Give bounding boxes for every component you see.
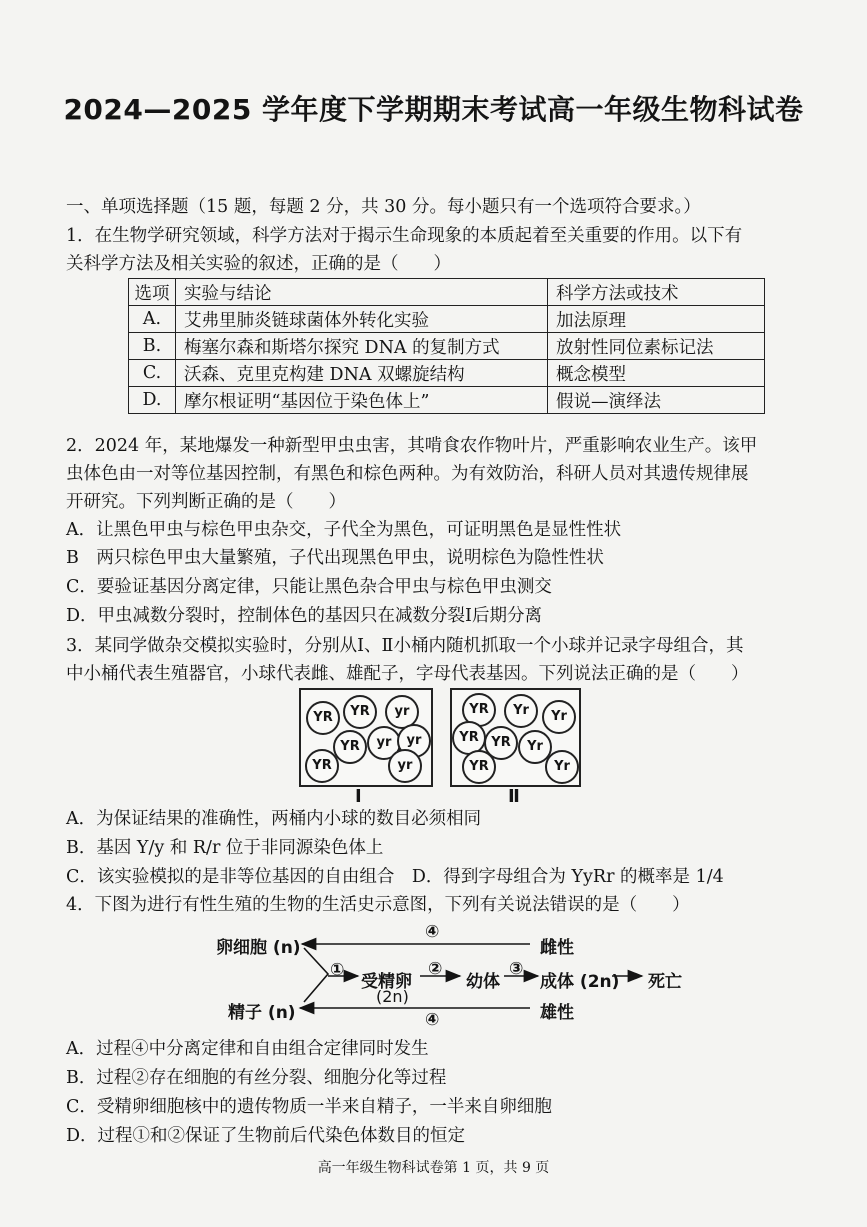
gamete-ball: Yr bbox=[545, 750, 579, 784]
step-4-marker-bottom: ④ bbox=[425, 1010, 440, 1030]
arrow-fertilization-path bbox=[304, 948, 328, 1002]
sperm-label: 精子 (n) bbox=[228, 1003, 296, 1023]
table-row bbox=[129, 306, 765, 333]
gamete-ball: YR bbox=[343, 695, 377, 729]
table-cell: B. bbox=[129, 333, 176, 360]
step-2-marker: ② bbox=[428, 959, 443, 979]
table-cell: A. bbox=[129, 306, 176, 333]
table-cell: 加法原理 bbox=[548, 306, 765, 333]
bucket-1-label: Ⅰ bbox=[355, 786, 362, 807]
table-row bbox=[129, 333, 765, 360]
female-label: 雌性 bbox=[540, 938, 574, 958]
table-header-row bbox=[129, 279, 765, 306]
adult-label: 成体 (2n) bbox=[540, 972, 620, 992]
section-heading: 一、单项选择题（15 题，每题 2 分，共 30 分。每小题只有一个选项符合要求。） bbox=[66, 197, 701, 217]
page-title: 2024—2025 学年度下学期期末考试高一年级生物科试卷 bbox=[63, 93, 804, 126]
table-header: 科学方法或技术 bbox=[548, 279, 765, 306]
q2-stem-line2: 虫体色由一对等位基因控制，有黑色和棕色两种。为有效防治，科研人员对其遗传规律展 bbox=[66, 464, 749, 484]
q4-option-a: A．过程④中分离定律和自由组合定律同时发生 bbox=[66, 1039, 429, 1059]
gamete-ball: yr bbox=[388, 749, 422, 783]
table-cell: 假说—演绎法 bbox=[548, 387, 765, 414]
egg-label: 卵细胞 (n) bbox=[216, 938, 301, 958]
gamete-ball: YR bbox=[306, 701, 340, 735]
table-row bbox=[129, 387, 765, 414]
table-cell: 概念模型 bbox=[548, 360, 765, 387]
step-4-marker-top: ④ bbox=[425, 922, 440, 942]
table-cell: 摩尔根证明“基因位于染色体上” bbox=[176, 387, 548, 414]
gamete-ball: yr bbox=[397, 724, 431, 758]
q1-stem-line2: 关科学方法及相关实验的叙述，正确的是（ ） bbox=[66, 254, 451, 274]
table-cell: C. bbox=[129, 360, 176, 387]
zygote-ploidy-label: (2n) bbox=[376, 987, 409, 1006]
gamete-ball: Yr bbox=[518, 730, 552, 764]
q2-option-d: D．甲虫减数分裂时，控制体色的基因只在减数分裂Ⅰ后期分离 bbox=[66, 606, 542, 626]
q2-stem-line1: 2．2024 年，某地爆发一种新型甲虫虫害，其啃食农作物叶片，严重影响农业生产。该甲 bbox=[66, 436, 758, 456]
table-header: 实验与结论 bbox=[176, 279, 548, 306]
q4-option-b: B．过程②存在细胞的有丝分裂、细胞分化等过程 bbox=[66, 1068, 447, 1088]
gamete-ball: Yr bbox=[504, 694, 538, 728]
table-cell: 艾弗里肺炎链球菌体外转化实验 bbox=[176, 306, 548, 333]
table-cell: 沃森、克里克构建 DNA 双螺旋结构 bbox=[176, 360, 548, 387]
table-header: 选项 bbox=[129, 279, 176, 306]
gamete-ball: YR bbox=[452, 721, 486, 755]
gamete-ball: YR bbox=[462, 750, 496, 784]
bucket-2 bbox=[450, 688, 581, 787]
q3-option-b: B．基因 Y/y 和 R/r 位于非同源染色体上 bbox=[66, 838, 384, 858]
table-cell: D. bbox=[129, 387, 176, 414]
step-3-marker: ③ bbox=[509, 959, 524, 979]
q3-option-a: A．为保证结果的准确性，两桶内小球的数目必须相同 bbox=[66, 809, 482, 829]
zygote-label: 受精卵 bbox=[361, 972, 412, 992]
table-cell: 梅塞尔森和斯塔尔探究 DNA 的复制方式 bbox=[176, 333, 548, 360]
q2-stem-line3: 开研究。下列判断正确的是（ ） bbox=[66, 492, 346, 512]
male-label: 雄性 bbox=[540, 1003, 574, 1023]
gamete-ball: yr bbox=[367, 726, 401, 760]
q4-option-c: C．受精卵细胞核中的遗传物质一半来自精子，一半来自卵细胞 bbox=[66, 1097, 552, 1117]
table-cell: 放射性同位素标记法 bbox=[548, 333, 765, 360]
bucket-2-label: Ⅱ bbox=[508, 786, 520, 807]
gamete-ball: YR bbox=[462, 693, 496, 727]
q3-stem-line1: 3．某同学做杂交模拟实验时，分别从Ⅰ、Ⅱ小桶内随机抓取一个小球并记录字母组合，其 bbox=[66, 636, 744, 656]
q1-options-table bbox=[128, 278, 765, 414]
step-1-marker: ① bbox=[330, 960, 345, 980]
gamete-ball: Yr bbox=[542, 700, 576, 734]
q3-stem-line2: 中小桶代表生殖器官，小球代表雌、雄配子，字母代表基因。下列说法正确的是（ ） bbox=[66, 664, 749, 684]
q2-option-b: B 两只棕色甲虫大量繁殖，子代出现黑色甲虫，说明棕色为隐性性状 bbox=[66, 548, 604, 568]
juvenile-label: 幼体 bbox=[466, 972, 500, 992]
q2-option-a: A．让黑色甲虫与棕色甲虫杂交，子代全为黑色，可证明黑色是显性性状 bbox=[66, 520, 622, 540]
q1-stem-line1: 1．在生物学研究领域，科学方法对于揭示生命现象的本质起着至关重要的作用。以下有 bbox=[66, 226, 743, 246]
q2-option-c: C．要验证基因分离定律，只能让黑色杂合甲虫与棕色甲虫测交 bbox=[66, 577, 552, 597]
death-label: 死亡 bbox=[648, 972, 682, 992]
bucket-1 bbox=[299, 688, 433, 787]
page-footer: 高一年级生物科试卷第 1 页，共 9 页 bbox=[317, 1160, 550, 1176]
gamete-ball: YR bbox=[305, 749, 339, 783]
q4-option-d: D．过程①和②保证了生物前后代染色体数目的恒定 bbox=[66, 1126, 466, 1146]
gamete-ball: YR bbox=[333, 730, 367, 764]
q3-option-c-d: C．该实验模拟的是非等位基因的自由组合 D．得到字母组合为 YyRr 的概率是 1/4 bbox=[66, 867, 724, 887]
q4-stem: 4．下图为进行有性生殖的生物的生活史示意图，下列有关说法错误的是（ ） bbox=[66, 895, 690, 915]
gamete-ball: yr bbox=[385, 695, 419, 729]
table-row bbox=[129, 360, 765, 387]
gamete-ball: YR bbox=[484, 726, 518, 760]
